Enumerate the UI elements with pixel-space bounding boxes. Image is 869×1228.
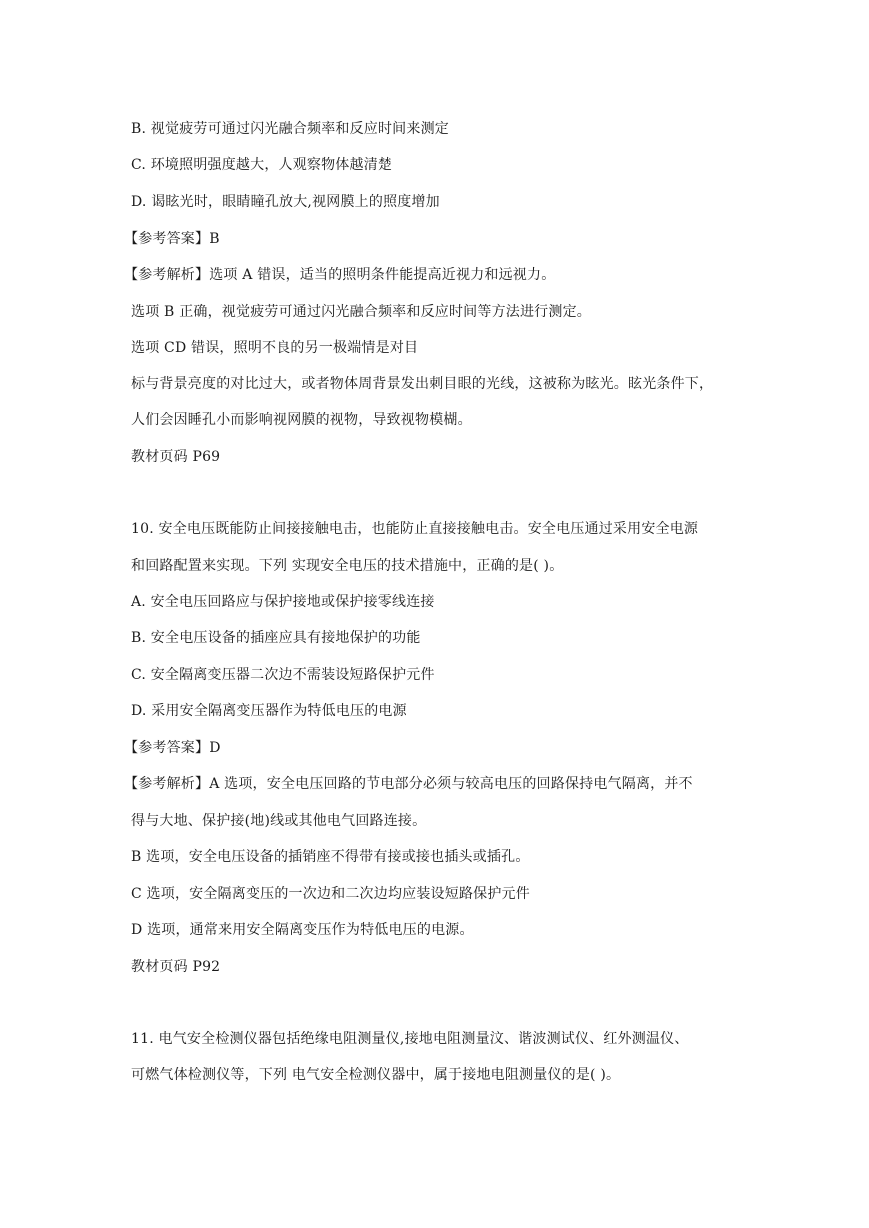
q11-stem-line-1: 11. 电气安全检测仪器包括绝缘电阻测量仪,接地电阻测量汶、谐波测试仪、红外测温仪、 <box>131 1031 689 1047</box>
q9-analysis-line-5: 人们会因睡孔小而影响视网膜的视物，导致视物模楜。 <box>131 412 472 428</box>
q10-page-ref: 教材页码 P92 <box>131 959 221 975</box>
q10-option-d: D. 采用安全隔离变压器作为特低电压的电源 <box>131 703 407 719</box>
q10-analysis-line-2: 得与大地、保护接(地)线或其他电气回路连接。 <box>131 813 427 829</box>
q10-answer: 【参考答案】D <box>124 740 221 756</box>
q9-answer: 【参考答案】B <box>124 231 220 247</box>
q9-analysis-line-3: 选项 CD 错误，照明不良的另一极端情是对目 <box>131 340 419 356</box>
q9-option-b: B. 视觉疲劳可通过闪光融合频率和反应时间来测定 <box>131 121 449 137</box>
q10-analysis-line-3: B 选项，安全电压设备的插销座不得带有接或接也插头或插孔。 <box>131 849 530 865</box>
q10-option-a: A. 安全电压回路应与保护接地或保护接零线连接 <box>131 594 435 610</box>
q9-analysis-line-2: 选项 B 正确，视觉疲劳可通过闪光融合频率和反应时间等方法进行测定。 <box>131 304 591 320</box>
q10-analysis-line-4: C 选项，安全隔离变压的一次边和二次边均应装设短路保护元件 <box>131 886 530 902</box>
q10-stem-line-1: 10. 安全电压既能防止间接接触电击，也能防止直接接触电击。安全电压通过采用安全电源 <box>131 521 699 537</box>
q11-stem-line-2: 可燃气体检测仪等，下列 电气安全检测仪器中，属于接地电阻测量仪的是( )。 <box>131 1067 621 1083</box>
q9-analysis-line-1: 【参考解析】选项 A 错误，适当的照明条件能提高近视力和远视力。 <box>124 267 556 283</box>
q9-analysis-line-4: 标与背景亮度的对比过大，或者物体周背景发出刺目眼的光线，这被称为眩光。眩光条件下， <box>131 376 714 392</box>
q9-option-d: D. 谒眩光时，眼睛瞳孔放大,视网膜上的照度增加 <box>131 194 440 210</box>
q10-analysis-line-1: 【参考解析】A 选项，安全电压回路的节电部分必须与较高电压的回路保持电气隔离，并不 <box>124 776 693 792</box>
q9-option-c: C. 环境照明强度越大，人观察物体越清楚 <box>131 157 393 173</box>
q9-page-ref: 教材页码 P69 <box>131 449 221 465</box>
q10-option-c: C. 安全隔离变压器二次边不需装设短路保护元件 <box>131 667 435 683</box>
q10-stem-line-2: 和回路配置来实现。下列 实现安全电压的技术措施中，正确的是( )。 <box>131 558 564 574</box>
q10-option-b: B. 安全电压设备的插座应具有接地保护的功能 <box>131 630 421 646</box>
q10-analysis-line-5: D 选项，通常来用安全隔离变压作为特低电压的电源。 <box>131 922 474 938</box>
